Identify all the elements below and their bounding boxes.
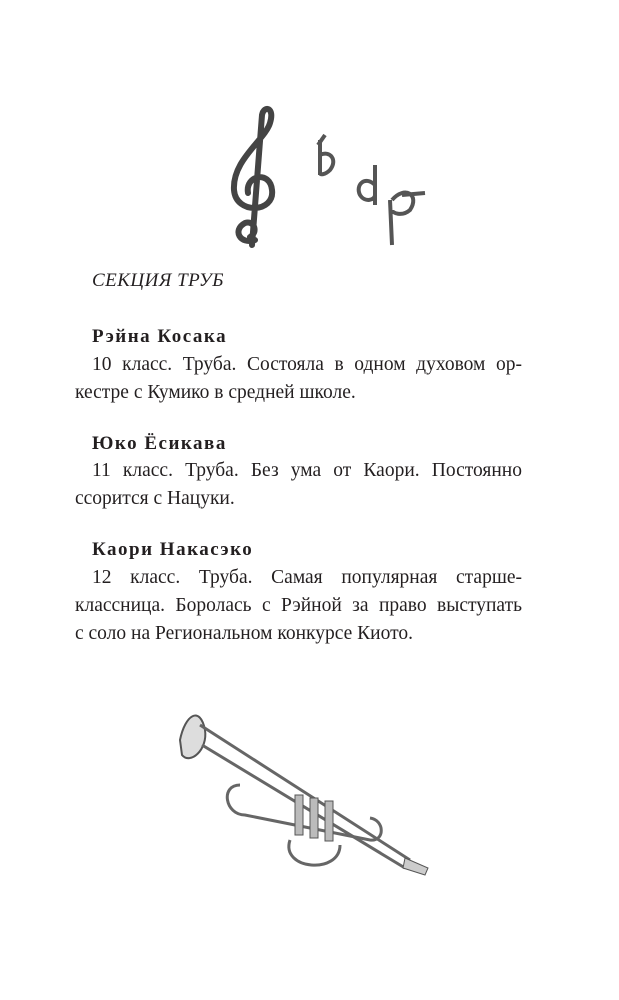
member-description-line: 12 класс. Труба. Самая популярная старше- (92, 567, 522, 588)
member-description-line: 11 класс. Труба. Без ума от Каори. Постоянно (92, 460, 522, 481)
member-description-line: с соло на Региональном конкурсе Киото. (75, 623, 413, 644)
trumpet-illustration (170, 700, 440, 880)
member-description-line: 10 класс. Труба. Состояла в одном духовом ор- (92, 354, 522, 375)
member-name: Каори Накасэко (92, 539, 254, 560)
member-description-line: кестре с Кумико в средней школе. (75, 382, 356, 403)
section-title: СЕКЦИЯ ТРУБ (92, 270, 224, 291)
member-description-line: ссорится с Нацуки. (75, 488, 235, 509)
member-name: Рэйна Косака (92, 326, 228, 347)
member-description-line: классница. Боролась с Рэйной за право выступать (75, 595, 522, 616)
member-name: Юко Ёсикава (92, 433, 227, 454)
treble-clef-notes-illustration (220, 105, 440, 250)
